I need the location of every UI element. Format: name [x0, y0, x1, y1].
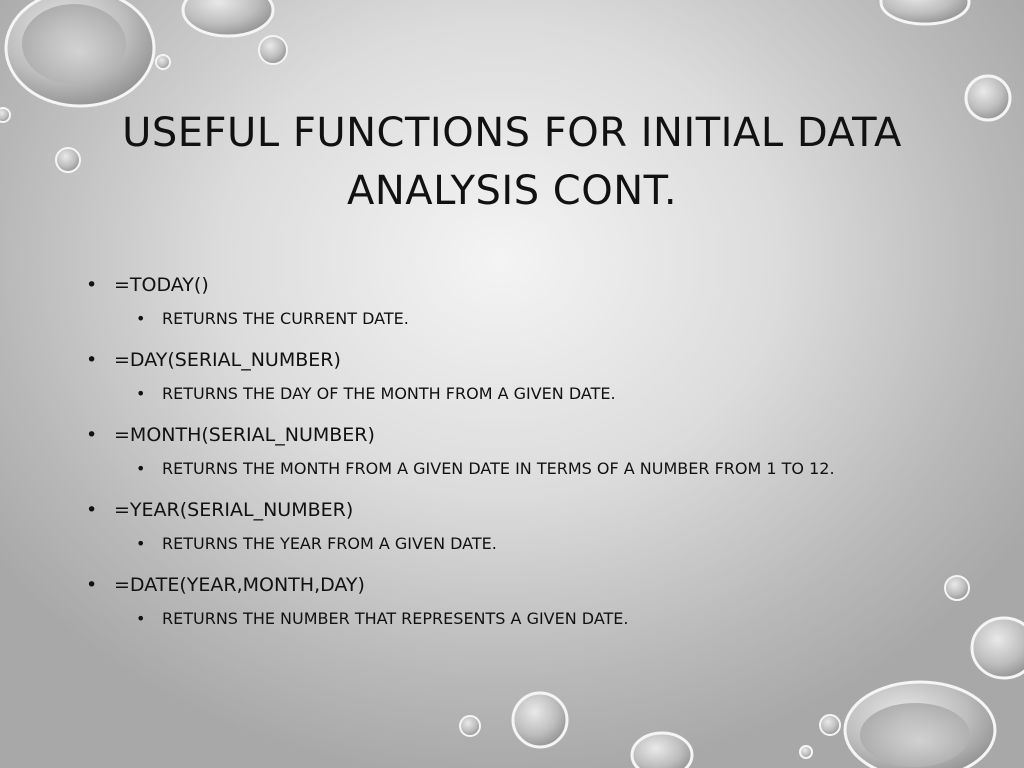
function-name: =MONTH(SERIAL_NUMBER)	[114, 424, 375, 446]
function-description: RETURNS THE YEAR FROM A GIVEN DATE.	[162, 534, 497, 553]
droplet	[966, 76, 1010, 120]
droplet	[845, 682, 995, 768]
list-item	[86, 495, 966, 559]
function-name: =DAY(SERIAL_NUMBER)	[114, 349, 341, 371]
bullet-icon: •	[136, 384, 146, 403]
droplet	[156, 55, 170, 69]
function-description: RETURNS THE NUMBER THAT REPRESENTS A GIVEN DATE.	[162, 609, 629, 628]
function-name: =TODAY()	[114, 274, 209, 296]
droplet	[259, 36, 287, 64]
droplet	[881, 0, 969, 24]
droplet	[183, 0, 273, 36]
function-description: RETURNS THE CURRENT DATE.	[162, 309, 409, 328]
list-item	[86, 270, 966, 334]
bullet-icon: •	[136, 609, 146, 628]
bullet-list	[86, 270, 966, 645]
droplet	[800, 746, 812, 758]
list-item	[86, 345, 966, 409]
bullet-icon: •	[86, 349, 98, 371]
droplet	[513, 693, 567, 747]
droplet	[6, 0, 154, 106]
list-item	[86, 570, 966, 634]
function-description: RETURNS THE DAY OF THE MONTH FROM A GIVEN DATE.	[162, 384, 616, 403]
list-item	[86, 420, 966, 484]
droplet	[460, 716, 480, 736]
function-name: =DATE(YEAR,MONTH,DAY)	[114, 574, 365, 596]
bullet-icon: •	[86, 499, 98, 521]
bullet-icon: •	[86, 424, 98, 446]
bullet-icon: •	[136, 459, 146, 478]
slide-title: USEFUL FUNCTIONS FOR INITIAL DATA ANALYSIS CONT.	[122, 110, 902, 214]
bullet-icon: •	[86, 274, 98, 296]
droplet	[820, 715, 840, 735]
function-description: RETURNS THE MONTH FROM A GIVEN DATE IN TERMS OF A NUMBER FROM 1 TO 12.	[162, 459, 835, 478]
bullet-icon: •	[86, 574, 98, 596]
bullet-icon: •	[136, 534, 146, 553]
droplet	[0, 108, 10, 122]
function-name: =YEAR(SERIAL_NUMBER)	[114, 499, 354, 521]
droplet	[632, 733, 692, 768]
bullet-icon: •	[136, 309, 146, 328]
droplet	[972, 618, 1024, 678]
